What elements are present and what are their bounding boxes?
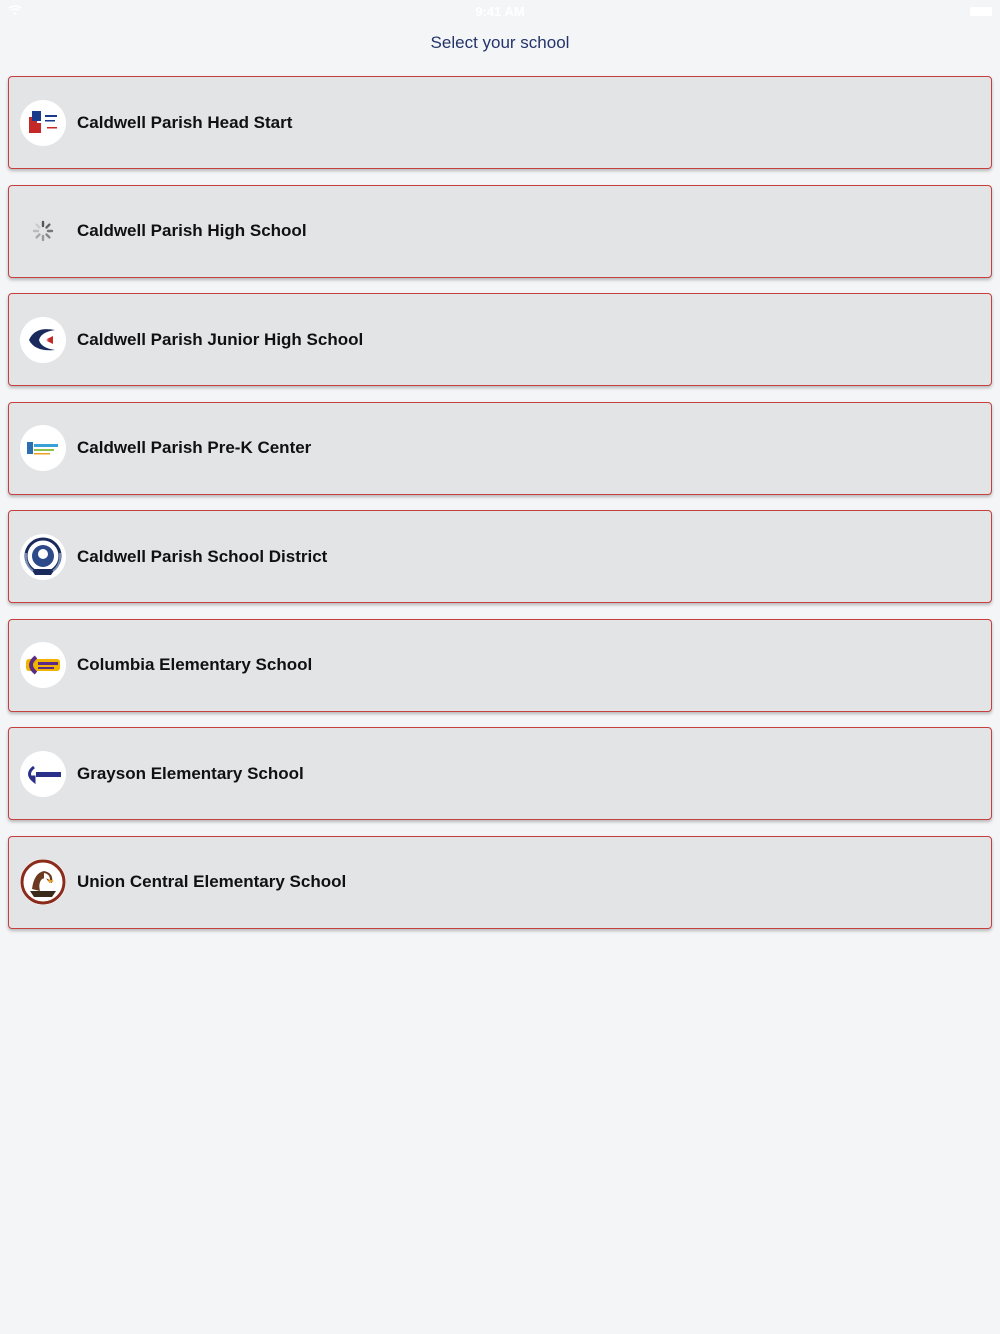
school-name: Caldwell Parish Junior High School bbox=[77, 329, 364, 349]
page-title: Select your school bbox=[430, 33, 570, 52]
school-item-caldwell-parish-head-start[interactable] bbox=[8, 76, 992, 169]
school-name: Grayson Elementary School bbox=[77, 763, 304, 783]
loading-spinner-icon bbox=[20, 208, 66, 254]
school-list bbox=[8, 76, 992, 944]
head-start-logo-icon bbox=[20, 100, 66, 146]
school-name: Caldwell Parish High School bbox=[77, 221, 307, 240]
columbia-logo-icon bbox=[20, 642, 66, 688]
eagle-logo-icon bbox=[20, 859, 66, 905]
school-name: Columbia Elementary School bbox=[77, 655, 313, 674]
school-item-columbia-elementary-school[interactable] bbox=[8, 619, 992, 712]
district-seal-icon bbox=[20, 534, 66, 580]
school-item-caldwell-parish-junior-high-school[interactable] bbox=[8, 293, 992, 386]
battery-icon bbox=[970, 7, 992, 16]
school-item-caldwell-parish-pre-k-center[interactable] bbox=[8, 402, 992, 495]
school-item-grayson-elementary-school[interactable] bbox=[8, 727, 992, 820]
school-name: Caldwell Parish School District bbox=[77, 546, 328, 566]
school-name: Union Central Elementary School bbox=[77, 872, 347, 891]
school-item-caldwell-parish-school-district[interactable] bbox=[8, 510, 992, 603]
junior-high-logo-icon bbox=[20, 317, 66, 363]
status-bar bbox=[0, 0, 1000, 22]
status-time: 9:41 AM bbox=[475, 3, 525, 19]
wifi-icon bbox=[8, 5, 22, 15]
school-name: Caldwell Parish Pre-K Center bbox=[77, 438, 312, 457]
pre-k-logo-icon bbox=[20, 425, 66, 471]
school-item-caldwell-parish-high-school[interactable] bbox=[8, 185, 992, 278]
grayson-logo-icon bbox=[20, 751, 66, 797]
school-item-union-central-elementary-school[interactable] bbox=[8, 836, 992, 929]
school-name: Caldwell Parish Head Start bbox=[77, 112, 293, 132]
